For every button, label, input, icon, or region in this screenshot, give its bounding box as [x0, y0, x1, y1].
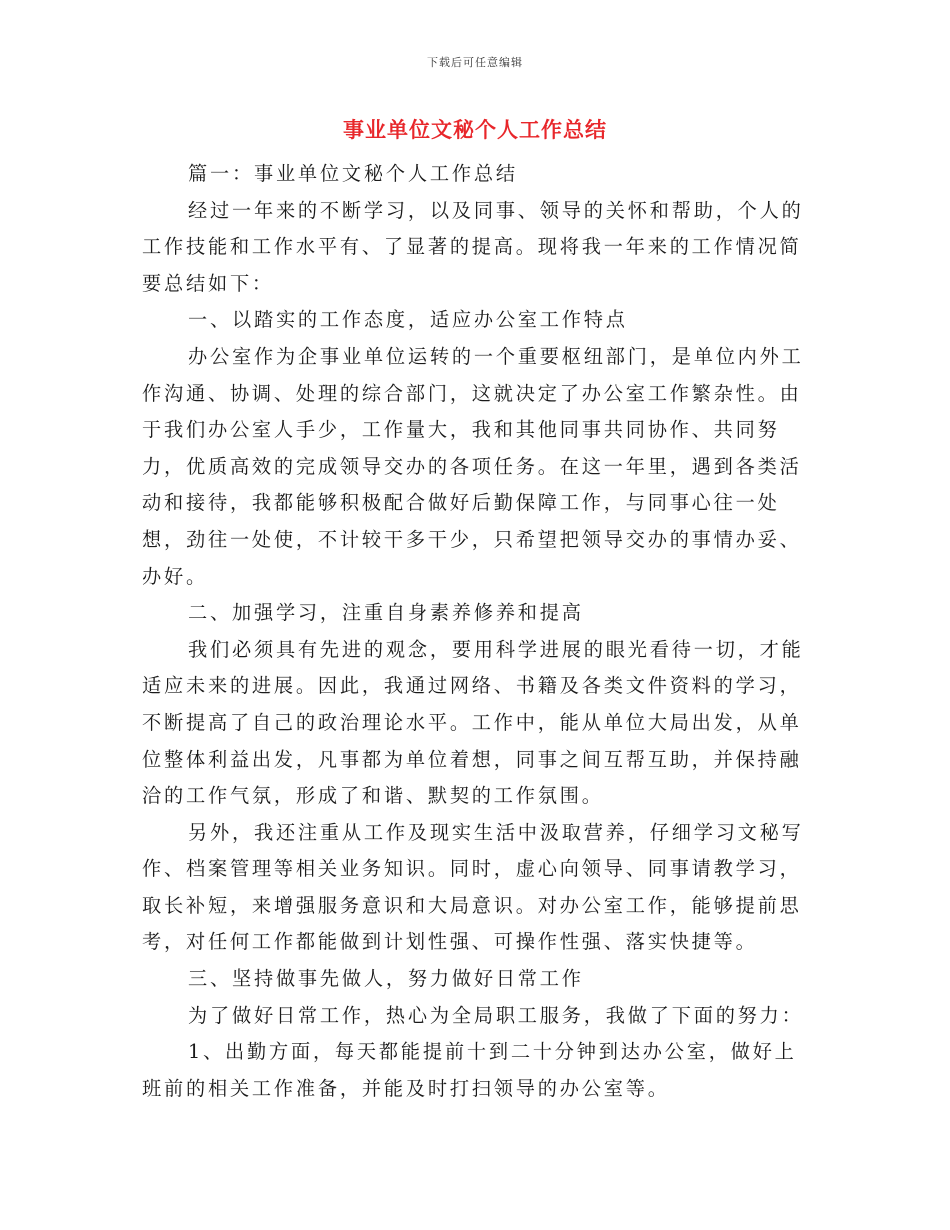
section-heading: 一、以踏实的工作态度，适应办公室工作特点	[188, 308, 628, 332]
section-heading: 三、坚持做事先做人，努力做好日常工作	[188, 967, 584, 991]
section-heading: 二、加强学习，注重自身素养修养和提高	[188, 601, 584, 625]
document-title: 事业单位文秘个人工作总结	[343, 118, 607, 142]
body-paragraph: 我们必须具有先进的观念，要用科学进展的眼光看待一切，才能适应未来的进展。因此，我通过网络、书籍及各类文件资料的学习，不断提高了自己的政治理论水平。工作中，能从单位大局出发，从单位整体利益出发，凡事都为单位着想，同事之间互帮互助，并保持融洽的工作气氛，形成了和谐、默契的工作氛围。	[142, 637, 804, 808]
body-paragraph: 经过一年来的不断学习，以及同事、领导的关怀和帮助，个人的工作技能和工作水平有、了显著的提高。现将我一年来的工作情况简要总结如下：	[142, 198, 804, 295]
body-paragraph: 1、出勤方面，每天都能提前十到二十分钟到达办公室，做好上班前的相关工作准备，并能及时打扫领导的办公室等。	[142, 1040, 797, 1100]
body-paragraph: 另外，我还注重从工作及现实生活中汲取营养，仔细学习文秘写作、档案管理等相关业务知识。同时，虚心向领导、同事请教学习，取长补短，来增强服务意识和大局意识。对办公室工作，能够提前思考，对任何工作都能做到计划性强、可操作性强、落实快捷等。	[142, 820, 804, 954]
document-body	[142, 156, 810, 1107]
header-note: 下载后可任意编辑	[427, 56, 523, 69]
body-paragraph: 办公室作为企事业单位运转的一个重要枢纽部门，是单位内外工作沟通、协调、处理的综合部门，这就决定了办公室工作繁杂性。由于我们办公室人手少，工作量大，我和其他同事共同协作、共同努力，优质高效的完成领导交办的各项任务。在这一年里，遇到各类活动和接待，我都能够积极配合做好后勤保障工作，与同事心往一处想，劲往一处使，不计较干多干少，只希望把领导交办的事情办妥、办好。	[142, 344, 804, 588]
section-heading: 篇一：事业单位文秘个人工作总结	[188, 162, 518, 185]
body-paragraph: 为了做好日常工作，热心为全局职工服务，我做了下面的努力：	[188, 1003, 804, 1027]
